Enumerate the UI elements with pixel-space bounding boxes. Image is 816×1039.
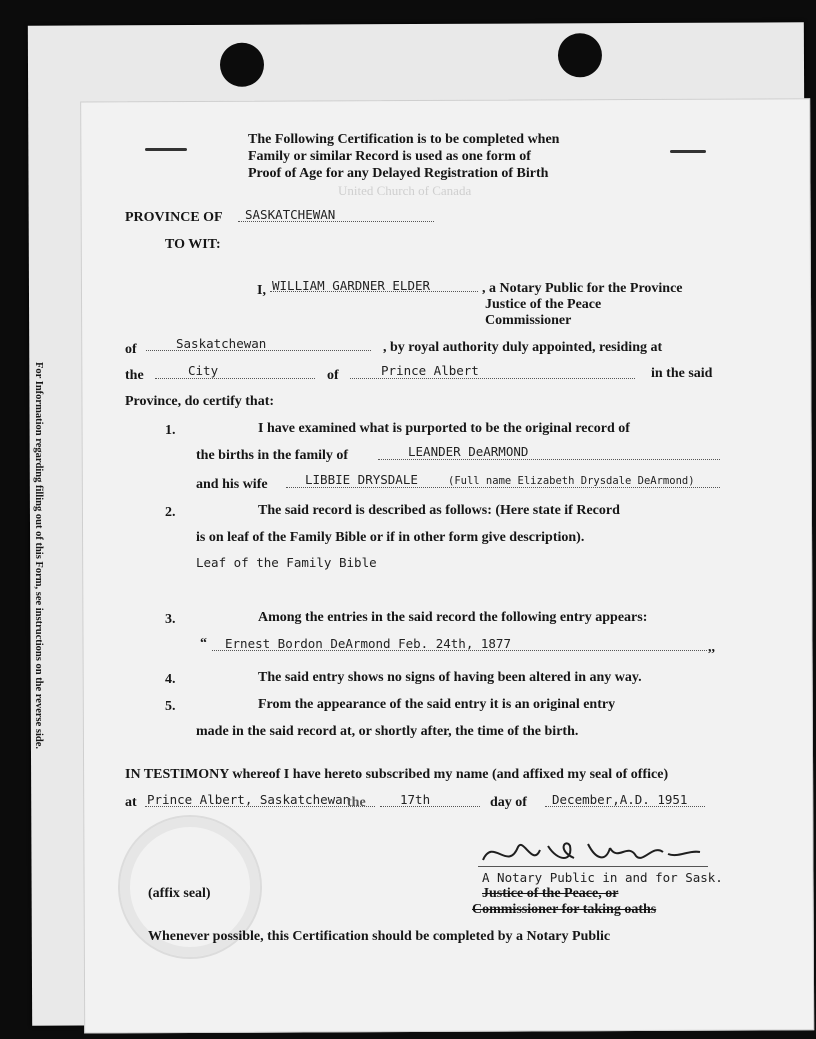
signature-title-1: A Notary Public in and for Sask.: [482, 870, 723, 885]
record-description: Leaf of the Family Bible: [196, 555, 377, 570]
testimony-place: Prince Albert, Saskatchewan: [147, 792, 351, 807]
notary-prefix: I,: [257, 283, 266, 298]
wife-underline: [286, 487, 720, 488]
wife-name: LIBBIE DRYSDALE: [305, 472, 418, 487]
in-the-said: in the said: [651, 366, 713, 381]
testimony-line: IN TESTIMONY whereof I have hereto subscribed my name (and affixed my seal of office): [125, 767, 669, 782]
jurisdiction-province: Saskatchewan: [176, 336, 267, 351]
item-1-line-b: the births in the family of: [196, 448, 349, 463]
header-line-1: The Following Certification is to be completed when: [248, 132, 560, 147]
item-3-line: Among the entries in the said record the following entry appears:: [258, 610, 648, 625]
punch-hole-right: [558, 33, 602, 77]
testimony-place-underline: [145, 806, 375, 807]
testimony-at: at: [125, 795, 137, 810]
province-label: PROVINCE OF: [125, 210, 223, 225]
signature-title-2: Justice of the Peace, or: [482, 886, 619, 901]
header-line-2: Family or similar Record is used as one form of: [248, 149, 531, 164]
to-wit-label: TO WIT:: [165, 237, 221, 252]
testimony-day-of: day of: [490, 795, 527, 810]
item-5-line-b: made in the said record at, or shortly after, the time of the birth.: [196, 724, 579, 739]
of-label-2: of: [327, 368, 339, 383]
fold-mark-right: [670, 150, 706, 153]
signature-text: W.G. Elder: [598, 862, 603, 863]
item-2-line-b: is on leaf of the Family Bible or if in other form give description).: [196, 530, 585, 545]
item-number-5: 5.: [165, 699, 176, 714]
notary-role-1: , a Notary Public for the Province: [482, 281, 683, 296]
item-number-4: 4.: [165, 672, 176, 687]
item-2-line-a: The said record is described as follows: (Here state if Record: [258, 503, 620, 518]
of-label: of: [125, 342, 137, 357]
item-1-line-c: and his wife: [196, 477, 268, 492]
punch-hole-left: [220, 43, 264, 87]
family-name: LEANDER DeARMOND: [408, 444, 529, 459]
open-quote: “: [200, 636, 207, 651]
item-5-line-a: From the appearance of the said entry it is an original entry: [258, 697, 616, 712]
header-line-3: Proof of Age for any Delayed Registration of Birth: [248, 166, 549, 181]
footer-note: Whenever possible, this Certification should be completed by a Notary Public: [148, 929, 611, 944]
fold-mark-left: [145, 148, 187, 151]
jurisdiction-province-underline: [146, 350, 371, 351]
testimony-month-year: December,A.D. 1951: [552, 792, 688, 807]
place-type-underline: [155, 378, 315, 379]
item-4-line: The said entry shows no signs of having been altered in any way.: [258, 670, 642, 685]
testimony-day: 17th: [400, 792, 431, 807]
close-quote: ,,: [708, 640, 715, 655]
signature-line: [478, 866, 708, 867]
notary-role-3: Commissioner: [485, 313, 572, 328]
testimony-day-underline: [380, 806, 480, 807]
notary-role-2: Justice of the Peace: [485, 297, 602, 312]
item-1-line-a: I have examined what is purported to be the original record of: [258, 421, 630, 436]
item-number-1: 1.: [165, 423, 176, 438]
province-underline: [238, 221, 434, 222]
province-value: SASKATCHEWAN: [245, 207, 336, 222]
entry-text: Ernest Bordon DeArmond Feb. 24th, 1877: [225, 636, 511, 651]
authority-text: , by royal authority duly appointed, residing at: [383, 340, 663, 355]
the-label: the: [125, 368, 144, 383]
place-type: City: [188, 363, 219, 378]
family-underline: [378, 459, 720, 460]
testimony-the: the: [347, 795, 366, 810]
notary-name: WILLIAM GARDNER ELDER: [272, 278, 431, 293]
notary-name-underline: [270, 291, 478, 292]
place-name-underline: [350, 378, 635, 379]
side-instructions: For Information regarding filling out of this Form, see instructions on the reverse side.: [33, 362, 44, 750]
item-number-2: 2.: [165, 505, 176, 520]
item-number-3: 3.: [165, 612, 176, 627]
affix-seal-label: (affix seal): [148, 886, 211, 901]
entry-underline: [212, 650, 707, 651]
certify-text: Province, do certify that:: [125, 394, 275, 409]
testimony-date-underline: [545, 806, 705, 807]
bleed-through-church: United Church of Canada: [338, 183, 472, 198]
wife-full-name: (Full name Elizabeth Drysdale DeArmond): [448, 475, 695, 487]
signature-title-3: Commissioner for taking oaths: [472, 902, 657, 917]
place-name: Prince Albert: [381, 363, 479, 378]
